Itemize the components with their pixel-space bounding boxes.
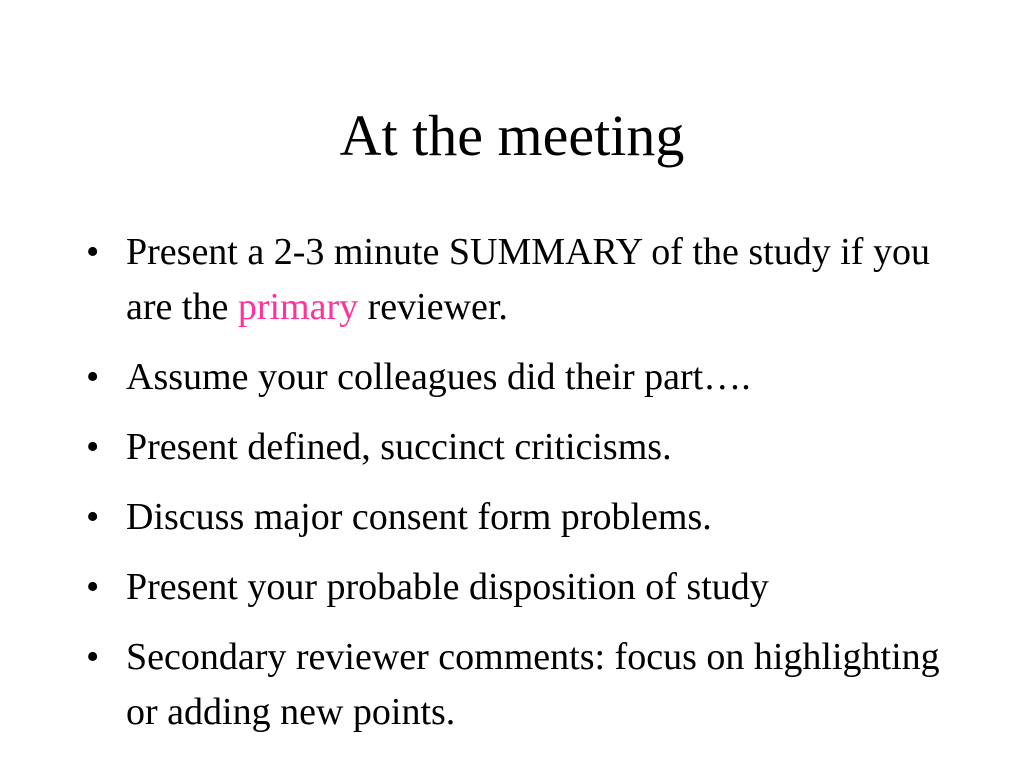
bullet-text-before: Present a 2-3 minute SUMMARY of the study if you are the <box>126 231 930 328</box>
bullet-text: Present your probable disposition of study <box>126 566 769 608</box>
bullet-item-disposition <box>86 560 946 615</box>
bullet-item-summary <box>86 225 946 335</box>
bullet-item-secondary <box>86 630 946 740</box>
bullet-icon: • <box>86 636 100 678</box>
bullet-icon: • <box>86 356 100 398</box>
bullet-item-colleagues <box>86 350 946 405</box>
bullet-text: Secondary reviewer comments: focus on highlighting or adding new points. <box>126 636 940 733</box>
bullet-list <box>86 225 946 755</box>
bullet-item-criticisms <box>86 420 946 475</box>
bullet-text: Discuss major consent form problems. <box>126 496 712 538</box>
bullet-text: Assume your colleagues did their part…. <box>126 356 751 398</box>
bullet-text: Present defined, succinct criticisms. <box>126 426 672 468</box>
bullet-item-consent <box>86 490 946 545</box>
highlighted-word: primary <box>237 286 359 328</box>
bullet-icon: • <box>86 426 100 468</box>
bullet-text-after: reviewer. <box>358 286 508 328</box>
bullet-icon: • <box>86 496 100 538</box>
bullet-icon: • <box>86 231 100 273</box>
slide-title: At the meeting <box>339 103 685 168</box>
bullet-icon: • <box>86 566 100 608</box>
